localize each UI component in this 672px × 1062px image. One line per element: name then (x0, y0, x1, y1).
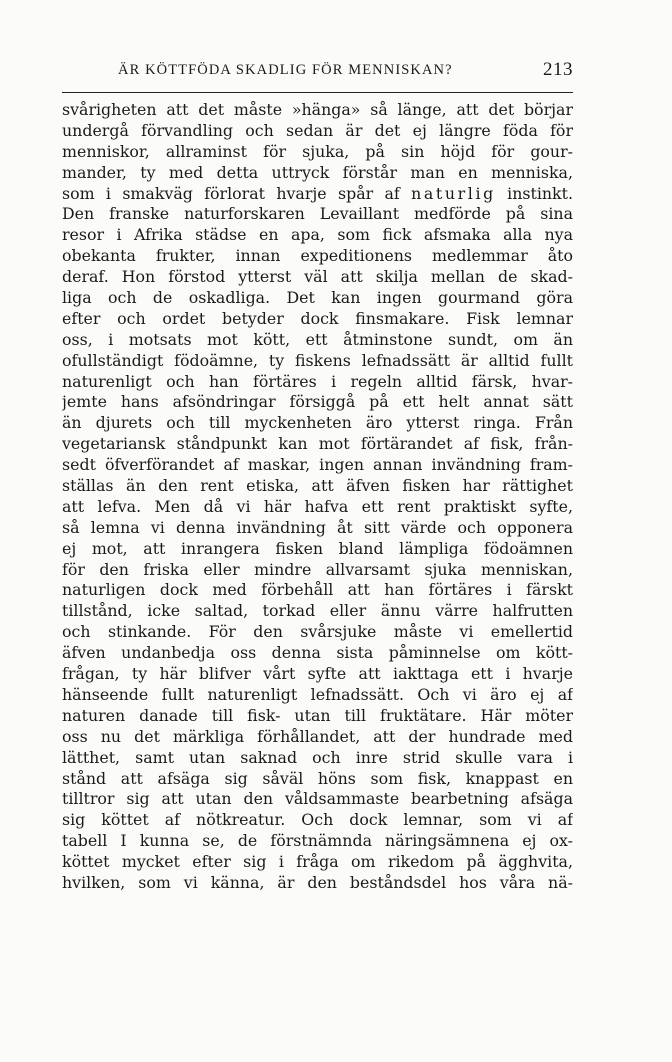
text-line: jemte hans afsöndringar försiggå på ett helt annat sätt (62, 392, 573, 412)
text-line: tabell I kunna se, de förstnämnda näringsämnena ej ox- (62, 831, 573, 851)
text-line: mander, ty med detta uttryck förstår man en menniska, (62, 162, 573, 182)
text-line: och stinkande. För den svårsjuke måste vi emellertid (62, 622, 573, 642)
text-line-start: som i smakväg förlorat hvarje spår af (62, 183, 412, 203)
text-line: naturligen dock med förbehåll att han förtäres i färskt (62, 580, 573, 600)
text-line: deraf. Hon förstod ytterst väl att skilja mellan de skad- (62, 267, 573, 287)
text-line: oss, i motsats mot kött, ett åtminstone sundt, om än (62, 329, 573, 349)
text-line: vegetariansk ståndpunkt kan mot förtärandet af fisk, från- (62, 434, 573, 454)
text-line: obekanta frukter, innan expeditionens medlemmar åto (62, 246, 573, 266)
text-line: ställas än den rent etiska, att äfven fisken har rättighet (62, 476, 573, 496)
text-line: liga och de oskadliga. Det kan ingen gourmand göra (62, 288, 573, 308)
text-line: köttet mycket efter sig i fråga om rikedom på ägghvita, (62, 852, 573, 872)
text-line: svårigheten att det måste »hänga» så länge, att det börjar (62, 100, 573, 119)
header-rule (62, 92, 573, 93)
page-number: 213 (543, 59, 573, 80)
text-line-end: instinkt. (495, 183, 573, 203)
text-line: för den friska eller mindre allvarsamt sjuka menniskan, (62, 559, 573, 579)
text-line: tillstånd, icke saltad, torkad eller ännu värre halfrutten (62, 601, 573, 621)
text-line: naturenligt och han förtäres i regeln alltid färsk, hvar- (62, 371, 573, 391)
running-title: ÄR KÖTTFÖDA SKADLIG FÖR MENNISKAN? (118, 62, 453, 78)
text-line: naturen danade till fisk- utan till fruktätare. Här möter (62, 705, 573, 725)
text-line: stånd att afsäga sig såväl höns som fisk, knappast en (62, 768, 573, 788)
text-line: sig köttet af nötkreatur. Och dock lemnar, som vi af (62, 810, 573, 830)
page-header (62, 59, 573, 86)
text-line (62, 184, 573, 205)
text-line: ofullständigt födoämne, ty fiskens lefnadssätt är alltid fullt (62, 350, 573, 370)
text-line: hänseende fullt naturenligt lefnadssätt. Och vi äro ej af (62, 684, 573, 704)
text-line: hvilken, som vi känna, är den beståndsdel hos våra nä- (62, 872, 573, 892)
text-line: än djurets och till myckenheten äro ytterst ringa. Från (62, 413, 573, 433)
text-line: så lemna vi denna invändning åt sitt värde och opponera (62, 517, 573, 537)
text-line: sedt öfverförandet af maskar, ingen annan invändning fram- (62, 455, 573, 475)
text-line: oss nu det märkliga förhållandet, att der hundrade med (62, 726, 573, 746)
text-line: lätthet, samt utan saknad och inre strid skulle vara i (62, 747, 573, 767)
text-line: Den franske naturforskaren Levaillant medförde på sina (62, 204, 573, 224)
text-line: resor i Afrika städse en apa, som fick afsmaka alla nya (62, 225, 573, 245)
text-line: menniskor, allraminst för sjuka, på sin höjd för gour- (62, 141, 573, 161)
emphasized-word: naturlig (411, 183, 496, 203)
text-line: tilltror sig att utan den våldsammaste bearbetning afsäga (62, 789, 573, 809)
text-line: frågan, ty här blifver vårt syfte att iakttaga ett i hvarje (62, 664, 573, 684)
body-text (62, 100, 573, 894)
text-line: ej mot, att inrangera fisken bland lämpliga födoämnen (62, 538, 573, 558)
text-line: att lefva. Men då vi här hafva ett rent praktiskt syfte, (62, 496, 573, 516)
text-line: undergå förvandling och sedan är det ej längre föda för (62, 120, 573, 140)
text-line: efter och ordet betyder dock finsmakare. Fisk lemnar (62, 308, 573, 328)
text-line: äfven undanbedja oss denna sista påminnelse om kött- (62, 643, 573, 663)
